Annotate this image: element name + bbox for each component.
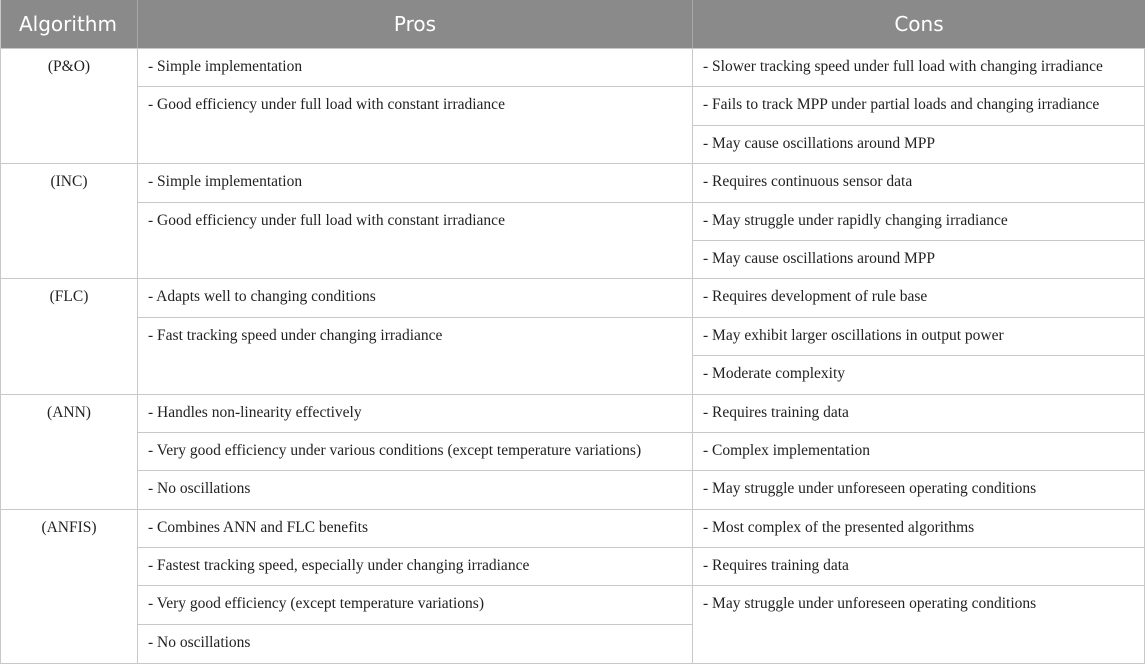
pro-cell: - Adapts well to changing conditions [138, 278, 693, 316]
con-cell: - Slower tracking speed under full load with changing irradiance [693, 48, 1145, 86]
pro-cell: - Fast tracking speed under changing irradiance [138, 317, 693, 394]
algorithm-cell: (INC) [1, 163, 138, 278]
con-cell: - May struggle under unforeseen operating conditions [693, 585, 1145, 663]
pro-cell: - No oscillations [138, 624, 693, 663]
con-cell: - Complex implementation [693, 432, 1145, 470]
pro-cell: - Combines ANN and FLC benefits [138, 509, 693, 547]
con-cell: - May struggle under rapidly changing irradiance [693, 202, 1145, 240]
pro-cell: - Simple implementation [138, 48, 693, 86]
con-cell: - Most complex of the presented algorithms [693, 509, 1145, 547]
con-cell: - May cause oscillations around MPP [693, 125, 1145, 163]
pro-cell: - Good efficiency under full load with constant irradiance [138, 202, 693, 279]
header-cons: Cons [693, 0, 1145, 48]
pro-cell: - Simple implementation [138, 163, 693, 201]
algorithm-cell: (ANFIS) [1, 509, 138, 663]
con-cell: - May struggle under unforeseen operating conditions [693, 470, 1145, 508]
con-cell: - May exhibit larger oscillations in output power [693, 317, 1145, 355]
pro-cell: - Handles non-linearity effectively [138, 394, 693, 432]
algorithm-cell: (ANN) [1, 394, 138, 509]
con-cell: - Requires training data [693, 547, 1145, 585]
pro-cell: - Very good efficiency (except temperature variations) [138, 585, 693, 623]
header-algorithm: Algorithm [1, 0, 138, 48]
header-pros: Pros [138, 0, 693, 48]
pro-cell: - Good efficiency under full load with constant irradiance [138, 86, 693, 163]
con-cell: - Moderate complexity [693, 355, 1145, 393]
con-cell: - Requires training data [693, 394, 1145, 432]
con-cell: - May cause oscillations around MPP [693, 240, 1145, 278]
con-cell: - Fails to track MPP under partial loads and changing irradiance [693, 86, 1145, 124]
algorithm-cell: (P&O) [1, 48, 138, 163]
pro-cell: - No oscillations [138, 470, 693, 508]
algorithm-cell: (FLC) [1, 278, 138, 393]
pro-cell: - Very good efficiency under various conditions (except temperature variations) [138, 432, 693, 470]
con-cell: - Requires development of rule base [693, 278, 1145, 316]
con-cell: - Requires continuous sensor data [693, 163, 1145, 201]
pro-cell: - Fastest tracking speed, especially under changing irradiance [138, 547, 693, 585]
